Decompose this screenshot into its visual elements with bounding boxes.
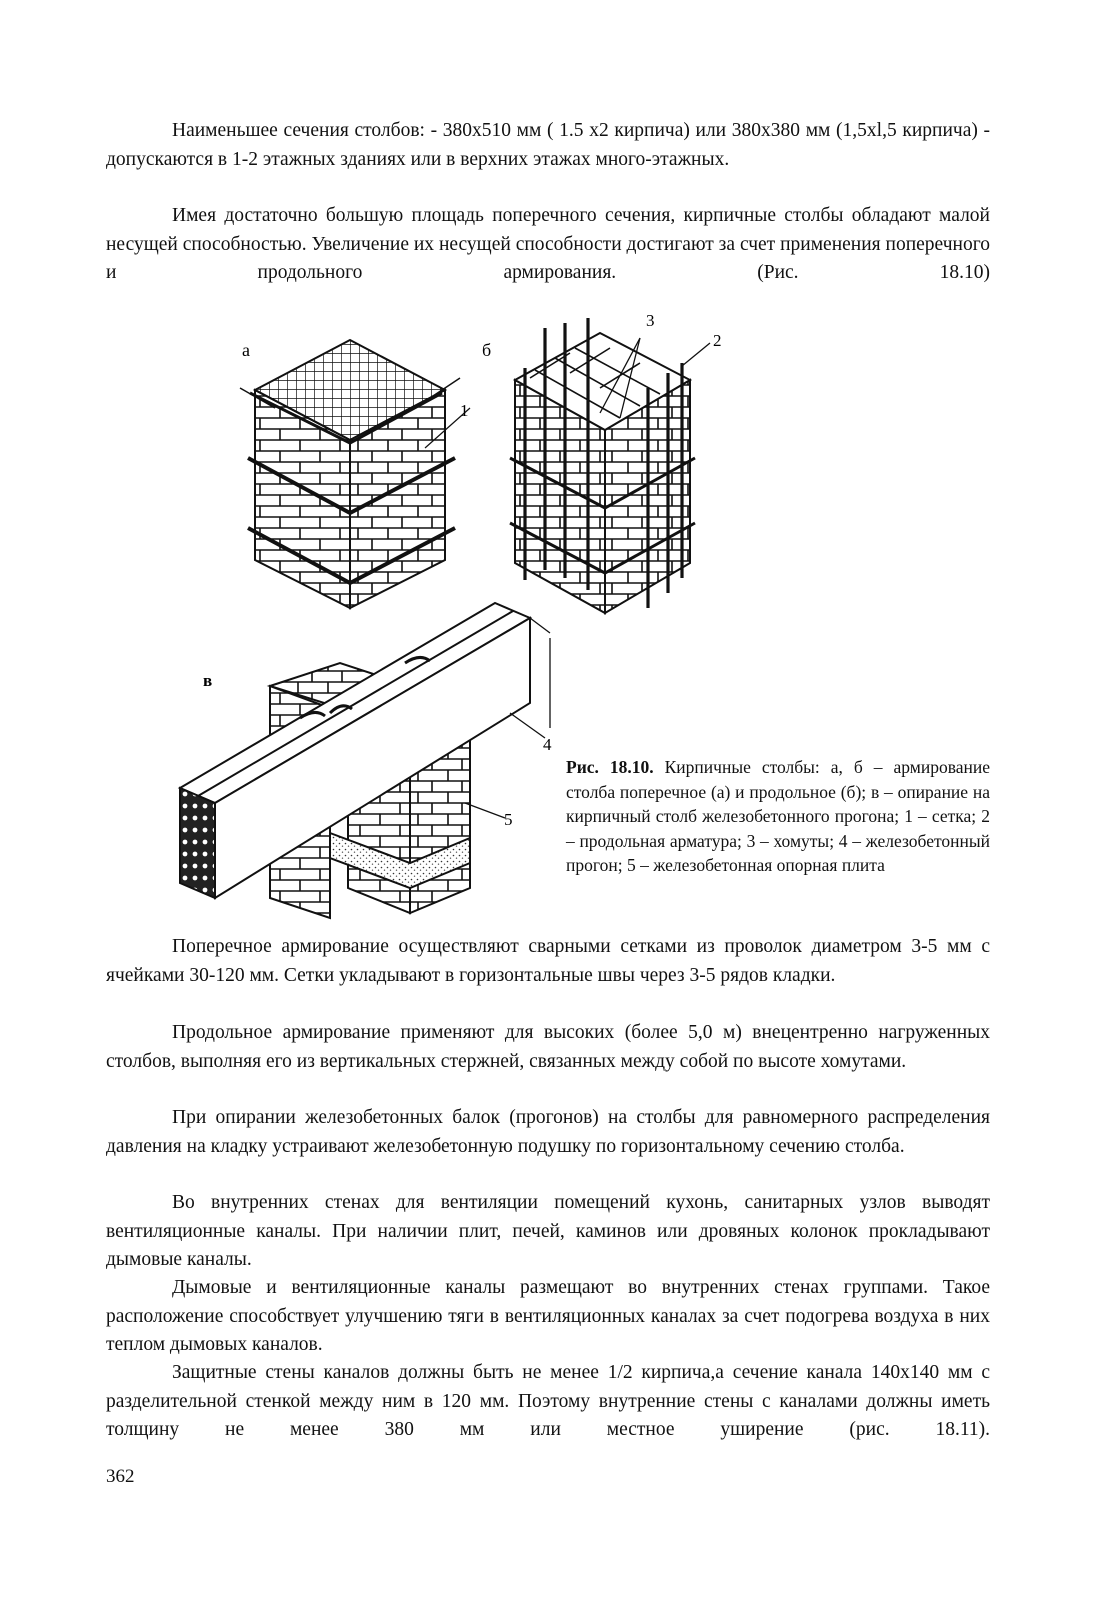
paragraph-7: Дымовые и вентиляционные каналы размещают во внутренних стенах группами. Такое расположение способствует улучшению тяги в вентиляционных каналах за счет подогрева воздуха в них теплом дымовых каналов. xyxy=(106,1277,990,1355)
paragraph-1: Наименьшее сечения столбов: - 380х510 мм ( 1.5 х2 кирпича) или 380х380 мм (1,5хl,5 кирпича) - допускаются в 1-2 этажных зданиях или в верхних этажах много-этажных. xyxy=(106,120,990,170)
figure-caption xyxy=(566,755,990,878)
label-2: 2 xyxy=(713,331,722,350)
label-b: б xyxy=(482,340,492,360)
caption-text: Кирпичные столбы: а, б – армирование столба поперечное (а) и продольное (б); в – опирание на кирпичный столб железобетонного прогона; 1 – сетка; 2 – продольная арматура; 3 – хомуты; 4 – железобетонный прогон; 5 – железобетонная опорная плита xyxy=(566,757,990,875)
paragraph-5: При опирании железобетонных балок (прогонов) на столбы для равномерного распределения давления на кладку устраивают железобетонную подушку по горизонтальному сечению столба. xyxy=(106,1107,990,1157)
pillar-a xyxy=(240,340,470,608)
page-number: 362 xyxy=(106,1466,135,1487)
paragraph-6: Во внутренних стенах для вентиляции помещений кухонь, санитарных узлов выводят вентиляционные каналы. При наличии плит, печей, каминов или дровяных колонок прокладывают дымовые каналы. xyxy=(106,1192,990,1270)
pillar-b xyxy=(510,318,710,613)
label-3: 3 xyxy=(646,311,655,330)
label-5: 5 xyxy=(504,810,513,829)
paragraph-2: Имея достаточно большую площадь поперечного сечения, кирпичные столбы обладают малой несущей способностью. Увеличение их несущей способности достигают за счет применения поперечного и продольного армирования. (Рис. 18.10) xyxy=(106,205,990,283)
label-a: а xyxy=(242,340,250,360)
paragraph-4: Продольное армирование применяют для высоких (более 5,0 м) внецентренно нагруженных столбов, выполняя его из вертикальных стержней, связанных между собой по высоте хомутами. xyxy=(106,1022,990,1072)
beam-support-v xyxy=(180,603,550,918)
label-1: 1 xyxy=(460,401,469,420)
paragraph-3: Поперечное армирование осуществляют сварными сетками из проволок диаметром 3-5 мм с ячейками 30-120 мм. Сетки укладывают в горизонтальные швы через 3-5 рядов кладки. xyxy=(106,936,990,986)
caption-title: Рис. 18.10. xyxy=(566,757,654,777)
label-4: 4 xyxy=(543,735,552,754)
paragraph-8: Защитные стены каналов должны быть не менее 1/2 кирпича,а сечение канала 140х140 мм с разделительной стенкой между ним в 120 мм. Поэтому внутренние стены с каналами должны иметь толщину не менее 380 мм или местное уширение (рис. 18.11). xyxy=(106,1362,990,1440)
label-v: в xyxy=(203,671,213,690)
